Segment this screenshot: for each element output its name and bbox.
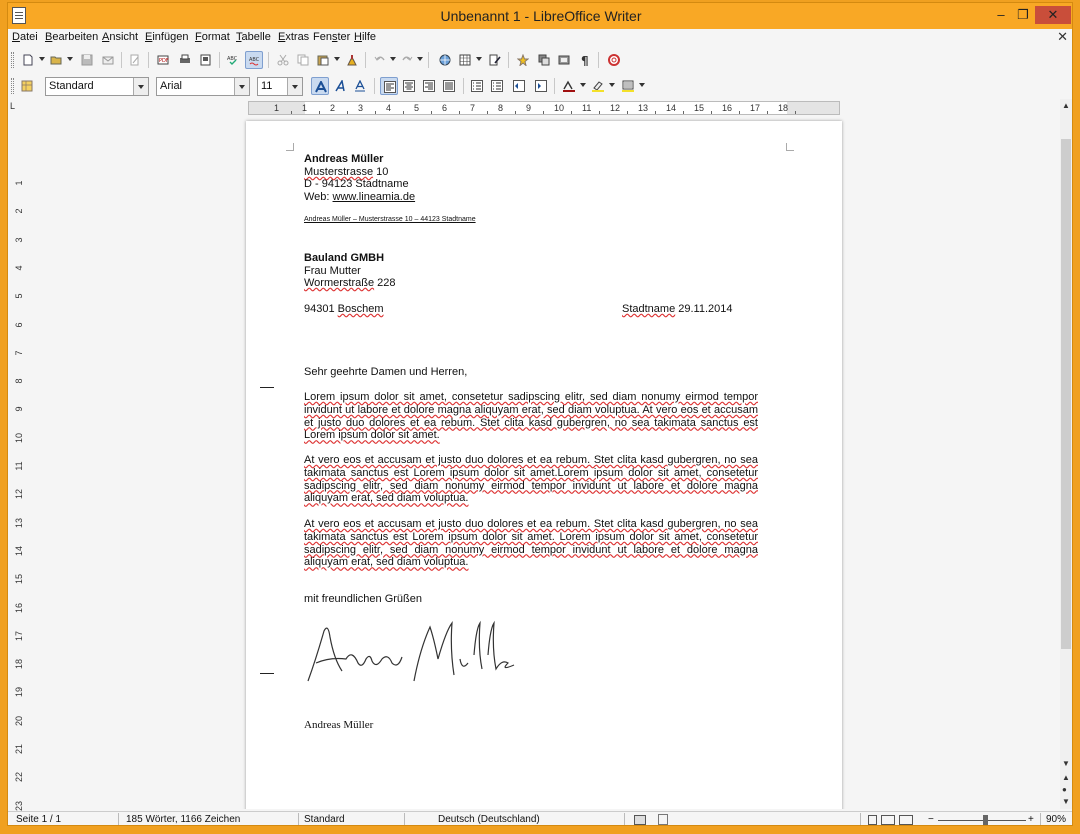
ruler-tick — [403, 111, 404, 114]
previous-page-icon[interactable]: ▲ — [1062, 773, 1070, 782]
menu-hilfe[interactable]: Hilfe — [354, 31, 377, 43]
navigation-icon[interactable]: ● — [1062, 785, 1067, 794]
close-window-button[interactable]: ✕ — [1035, 6, 1071, 24]
crop-mark — [786, 143, 794, 151]
vruler-number: 5 — [14, 293, 24, 299]
margin-marker — [260, 673, 274, 674]
svg-text:ABC: ABC — [249, 57, 260, 63]
ruler-tick — [543, 111, 544, 114]
hyperlink-icon[interactable] — [436, 51, 454, 69]
sender-city: D - 94123 Stadtname — [304, 178, 409, 190]
book-view-icon[interactable] — [899, 815, 913, 825]
ruler-tick — [459, 111, 460, 114]
ruler-number: 15 — [694, 103, 705, 113]
font-name-select[interactable]: Arial — [156, 77, 250, 96]
ruler-tick — [795, 111, 796, 114]
sender-web-link[interactable]: www.lineamia.de — [332, 191, 416, 203]
signed-name: Andreas Müller — [304, 719, 374, 731]
ruler-number: 3 — [358, 103, 364, 113]
ruler-number: 14 — [666, 103, 677, 113]
ruler-tick — [767, 111, 768, 114]
ruler-tick — [347, 111, 348, 114]
background-color-icon[interactable] — [619, 77, 637, 95]
tab-stop-selector[interactable]: L — [10, 101, 16, 111]
standard-toolbar — [8, 47, 1073, 73]
edit-mode-icon[interactable] — [126, 51, 144, 69]
vruler-number: 6 — [14, 322, 24, 328]
gallery-icon[interactable] — [535, 51, 553, 69]
horizontal-ruler[interactable] — [248, 101, 840, 115]
vruler-number: 16 — [14, 602, 24, 613]
data-sources-icon[interactable] — [555, 51, 573, 69]
window-title: Unbenannt 1 - LibreOffice Writer — [440, 8, 642, 24]
highlighting-icon[interactable] — [589, 77, 607, 95]
vruler-number: 13 — [14, 517, 24, 528]
bold-icon[interactable] — [311, 77, 329, 95]
vruler-number: 2 — [14, 208, 24, 214]
zoom-out-button[interactable]: − — [928, 814, 934, 825]
ruler-number: 5 — [414, 103, 420, 113]
body-paragraph-2: At vero eos et accusam et justo duo dolores et ea rebum. Stet clita kasd gubergren, no sea takimata sanctus est Lorem ipsum dolor sit amet.Lorem ipsum dolor sit amet, consetetur sadipscing elitr, sed diam nonumy eirmod tempor invidunt ut labore et dolore magna aliquyam erat, sed diam voluptua. — [304, 454, 758, 505]
undo-dropdown-arrow[interactable] — [390, 57, 396, 61]
ruler-number: 16 — [722, 103, 733, 113]
menu-bearbeiten[interactable]: Bearbeiten — [45, 31, 99, 43]
page-style[interactable]: Standard — [304, 814, 345, 825]
ruler-number: 6 — [442, 103, 448, 113]
vruler-number: 22 — [14, 772, 24, 783]
redo-icon[interactable] — [398, 51, 416, 69]
vruler-number: 10 — [14, 432, 24, 443]
vertical-scrollbar[interactable] — [1060, 99, 1072, 809]
vruler-number: 1 — [14, 180, 24, 186]
svg-text:¶: ¶ — [581, 54, 589, 66]
recipient-person: Frau Mutter — [304, 265, 361, 277]
ruler-tick — [599, 111, 600, 114]
chevron-down-icon[interactable] — [287, 78, 302, 95]
ruler-tick — [655, 111, 656, 114]
copy-icon[interactable] — [294, 51, 312, 69]
decrease-indent-icon[interactable] — [510, 77, 528, 95]
ruler-tick — [683, 111, 684, 114]
styles-icon[interactable] — [18, 77, 36, 95]
scrollbar-thumb[interactable] — [1061, 139, 1071, 649]
redo-dropdown-arrow[interactable] — [417, 57, 423, 61]
zoom-in-button[interactable]: + — [1028, 814, 1034, 825]
ruler-tick — [739, 111, 740, 114]
menu-datei[interactable]: Datei — [12, 31, 38, 43]
salutation: Sehr geehrte Damen und Herren, — [304, 366, 468, 378]
ruler-tick — [291, 111, 292, 114]
print-preview-icon[interactable] — [197, 51, 215, 69]
justify-icon[interactable] — [440, 77, 458, 95]
sender-street: Musterstrasse 10 — [304, 166, 389, 178]
body-paragraph-1: Lorem ipsum dolor sit amet, consetetur sadipscing elitr, sed diam nonumy eirmod tempor invidunt ut labore et dolore magna aliquyam erat, sed diam voluptua. At vero eos et accusam et justo duo dolores et ea rebum. Stet clita kasd gubergren, no sea takimata sanctus est Lorem ipsum dolor sit amet. — [304, 391, 758, 442]
word-count[interactable]: 185 Wörter, 1166 Zeichen — [126, 814, 241, 825]
formatting-toolbar — [8, 73, 1073, 99]
scroll-down-icon[interactable]: ▼ — [1062, 759, 1070, 768]
return-address-line: Andreas Müller – Musterstrasse 10 – 44123 Stadtname — [304, 216, 476, 223]
ruler-number: 2 — [330, 103, 336, 113]
export-pdf-icon[interactable] — [154, 51, 172, 69]
ruler-number: 9 — [526, 103, 532, 113]
ruler-number: 13 — [638, 103, 649, 113]
libreoffice-window — [7, 2, 1073, 826]
spellcheck-icon[interactable] — [224, 51, 242, 69]
crop-mark — [286, 143, 294, 151]
ruler-number: 1 — [274, 103, 280, 113]
scroll-up-icon[interactable]: ▲ — [1062, 101, 1070, 110]
vruler-number: 19 — [14, 687, 24, 698]
align-left-icon[interactable] — [380, 77, 398, 95]
menu-einfuegen[interactable]: Einfügen — [145, 31, 189, 43]
ruler-tick — [515, 111, 516, 114]
ruler-tick — [431, 111, 432, 114]
sender-web: Web: www.lineamia.de — [304, 191, 416, 203]
vruler-number: 17 — [14, 630, 24, 641]
email-icon[interactable] — [99, 51, 117, 69]
menu-bar — [8, 29, 1073, 47]
ruler-tick — [711, 111, 712, 114]
single-page-view-icon[interactable] — [868, 815, 877, 825]
svg-text:PDF: PDF — [159, 58, 169, 64]
chevron-down-icon[interactable] — [133, 78, 148, 95]
align-right-icon[interactable] — [420, 77, 438, 95]
sender-name: Andreas Müller — [304, 153, 384, 165]
margin-marker — [260, 387, 274, 388]
table-dropdown-arrow[interactable] — [476, 57, 482, 61]
toolbar-grip[interactable] — [11, 52, 14, 68]
vruler-number: 23 — [14, 800, 24, 811]
minimize-button[interactable]: – — [997, 7, 1005, 22]
vruler-number: 14 — [14, 545, 24, 556]
body-paragraph-3: At vero eos et accusam et justo duo dolores et ea rebum. Stet clita kasd gubergren, no sea takimata sanctus est Lorem ipsum dolor sit amet. Lorem ipsum dolor sit amet, consetetur sadipscing elitr, sed diam nonumy eirmod tempor invidunt ut labore et dolore magna aliquyam erat, sed diam voluptua. — [304, 518, 758, 569]
bullets-icon[interactable] — [488, 77, 506, 95]
selection-mode-icon[interactable] — [634, 815, 646, 825]
document-area[interactable] — [26, 117, 1060, 809]
ruler-number: 10 — [554, 103, 565, 113]
ruler-tick — [487, 111, 488, 114]
menu-fenster[interactable]: Fenster — [313, 31, 351, 43]
print-icon[interactable] — [176, 51, 194, 69]
paragraph-style-select[interactable]: Standard — [45, 77, 149, 96]
recipient-company: Bauland GMBH — [304, 252, 385, 264]
ruler-number: 7 — [470, 103, 476, 113]
paste-icon[interactable] — [314, 51, 332, 69]
autospellcheck-icon[interactable] — [245, 51, 263, 69]
font-color-icon[interactable] — [560, 77, 578, 95]
status-bar — [8, 811, 1073, 826]
new-document-icon[interactable] — [19, 51, 37, 69]
highlighting-dropdown-arrow[interactable] — [609, 83, 615, 87]
undo-icon[interactable] — [371, 51, 389, 69]
formatting-marks-icon[interactable] — [576, 51, 594, 69]
menu-ansicht[interactable]: Ansicht — [102, 31, 139, 43]
vruler-number: 12 — [14, 489, 24, 500]
recipient-city: 94301 Boschem — [304, 303, 384, 315]
navigator-icon[interactable] — [514, 51, 532, 69]
letter-date: Stadtname 29.11.2014 — [622, 303, 733, 315]
zoom-slider[interactable] — [938, 820, 1026, 821]
vruler-number: 9 — [14, 406, 24, 412]
vruler-number: 3 — [14, 237, 24, 243]
zoom-slider-knob[interactable] — [983, 815, 988, 825]
close-document-button[interactable]: ✕ — [1057, 29, 1068, 44]
background-color-dropdown-arrow[interactable] — [639, 83, 645, 87]
vruler-number: 20 — [14, 715, 24, 726]
toolbar-grip[interactable] — [11, 78, 14, 94]
handwritten-signature — [302, 619, 522, 689]
closing: mit freundlichen Grüßen — [304, 593, 422, 605]
document-language[interactable]: Deutsch (Deutschland) — [438, 814, 540, 825]
align-center-icon[interactable] — [400, 77, 418, 95]
underline-icon[interactable] — [351, 77, 369, 95]
font-color-dropdown-arrow[interactable] — [580, 83, 586, 87]
ruler-tick — [571, 111, 572, 114]
recipient-street: Wormerstraße 228 — [304, 277, 396, 289]
title-bar — [8, 3, 1073, 29]
italic-icon[interactable] — [331, 77, 349, 95]
ruler-number: 11 — [582, 103, 592, 113]
new-dropdown-arrow[interactable] — [39, 57, 45, 61]
cut-icon[interactable] — [274, 51, 292, 69]
vruler-number: 4 — [14, 265, 24, 271]
document-modified-icon[interactable] — [658, 814, 668, 825]
ruler-number: 18 — [778, 103, 789, 113]
ruler-tick — [319, 111, 320, 114]
numbering-icon[interactable] — [468, 77, 486, 95]
vruler-number: 8 — [14, 378, 24, 384]
open-dropdown-arrow[interactable] — [67, 57, 73, 61]
font-size-select[interactable]: 11 — [257, 77, 303, 96]
ruler-tick — [627, 111, 628, 114]
restore-button[interactable]: ❐ — [1017, 7, 1029, 22]
vertical-ruler[interactable] — [11, 118, 25, 811]
ruler-number: 4 — [386, 103, 392, 113]
vruler-number: 7 — [14, 350, 24, 356]
menu-tabelle[interactable]: Tabelle — [236, 31, 271, 43]
ruler-number: 1 — [302, 103, 308, 113]
vruler-number: 15 — [14, 574, 24, 585]
menu-extras[interactable]: Extras — [278, 31, 310, 43]
svg-text:ABC: ABC — [227, 56, 238, 62]
page-count[interactable]: Seite 1 / 1 — [16, 814, 62, 825]
menu-format[interactable]: Format — [195, 31, 230, 43]
multi-page-view-icon[interactable] — [881, 815, 895, 825]
vruler-number: 11 — [14, 461, 24, 471]
next-page-icon[interactable]: ▼ — [1062, 797, 1070, 806]
ruler-tick — [375, 111, 376, 114]
paste-dropdown-arrow[interactable] — [334, 57, 340, 61]
show-draw-functions-icon[interactable] — [486, 51, 504, 69]
save-icon[interactable] — [78, 51, 96, 69]
document-page[interactable] — [246, 121, 842, 809]
clone-formatting-icon[interactable] — [343, 51, 361, 69]
ruler-number: 17 — [750, 103, 761, 113]
vruler-number: 21 — [14, 744, 24, 755]
ruler-number: 12 — [610, 103, 621, 113]
zoom-level[interactable]: 90% — [1046, 814, 1067, 825]
table-icon[interactable] — [456, 51, 474, 69]
chevron-down-icon[interactable] — [234, 78, 249, 95]
open-icon[interactable] — [47, 51, 65, 69]
vruler-number: 18 — [14, 659, 24, 670]
help-icon[interactable] — [605, 51, 623, 69]
ruler-number: 8 — [498, 103, 504, 113]
increase-indent-icon[interactable] — [532, 77, 550, 95]
